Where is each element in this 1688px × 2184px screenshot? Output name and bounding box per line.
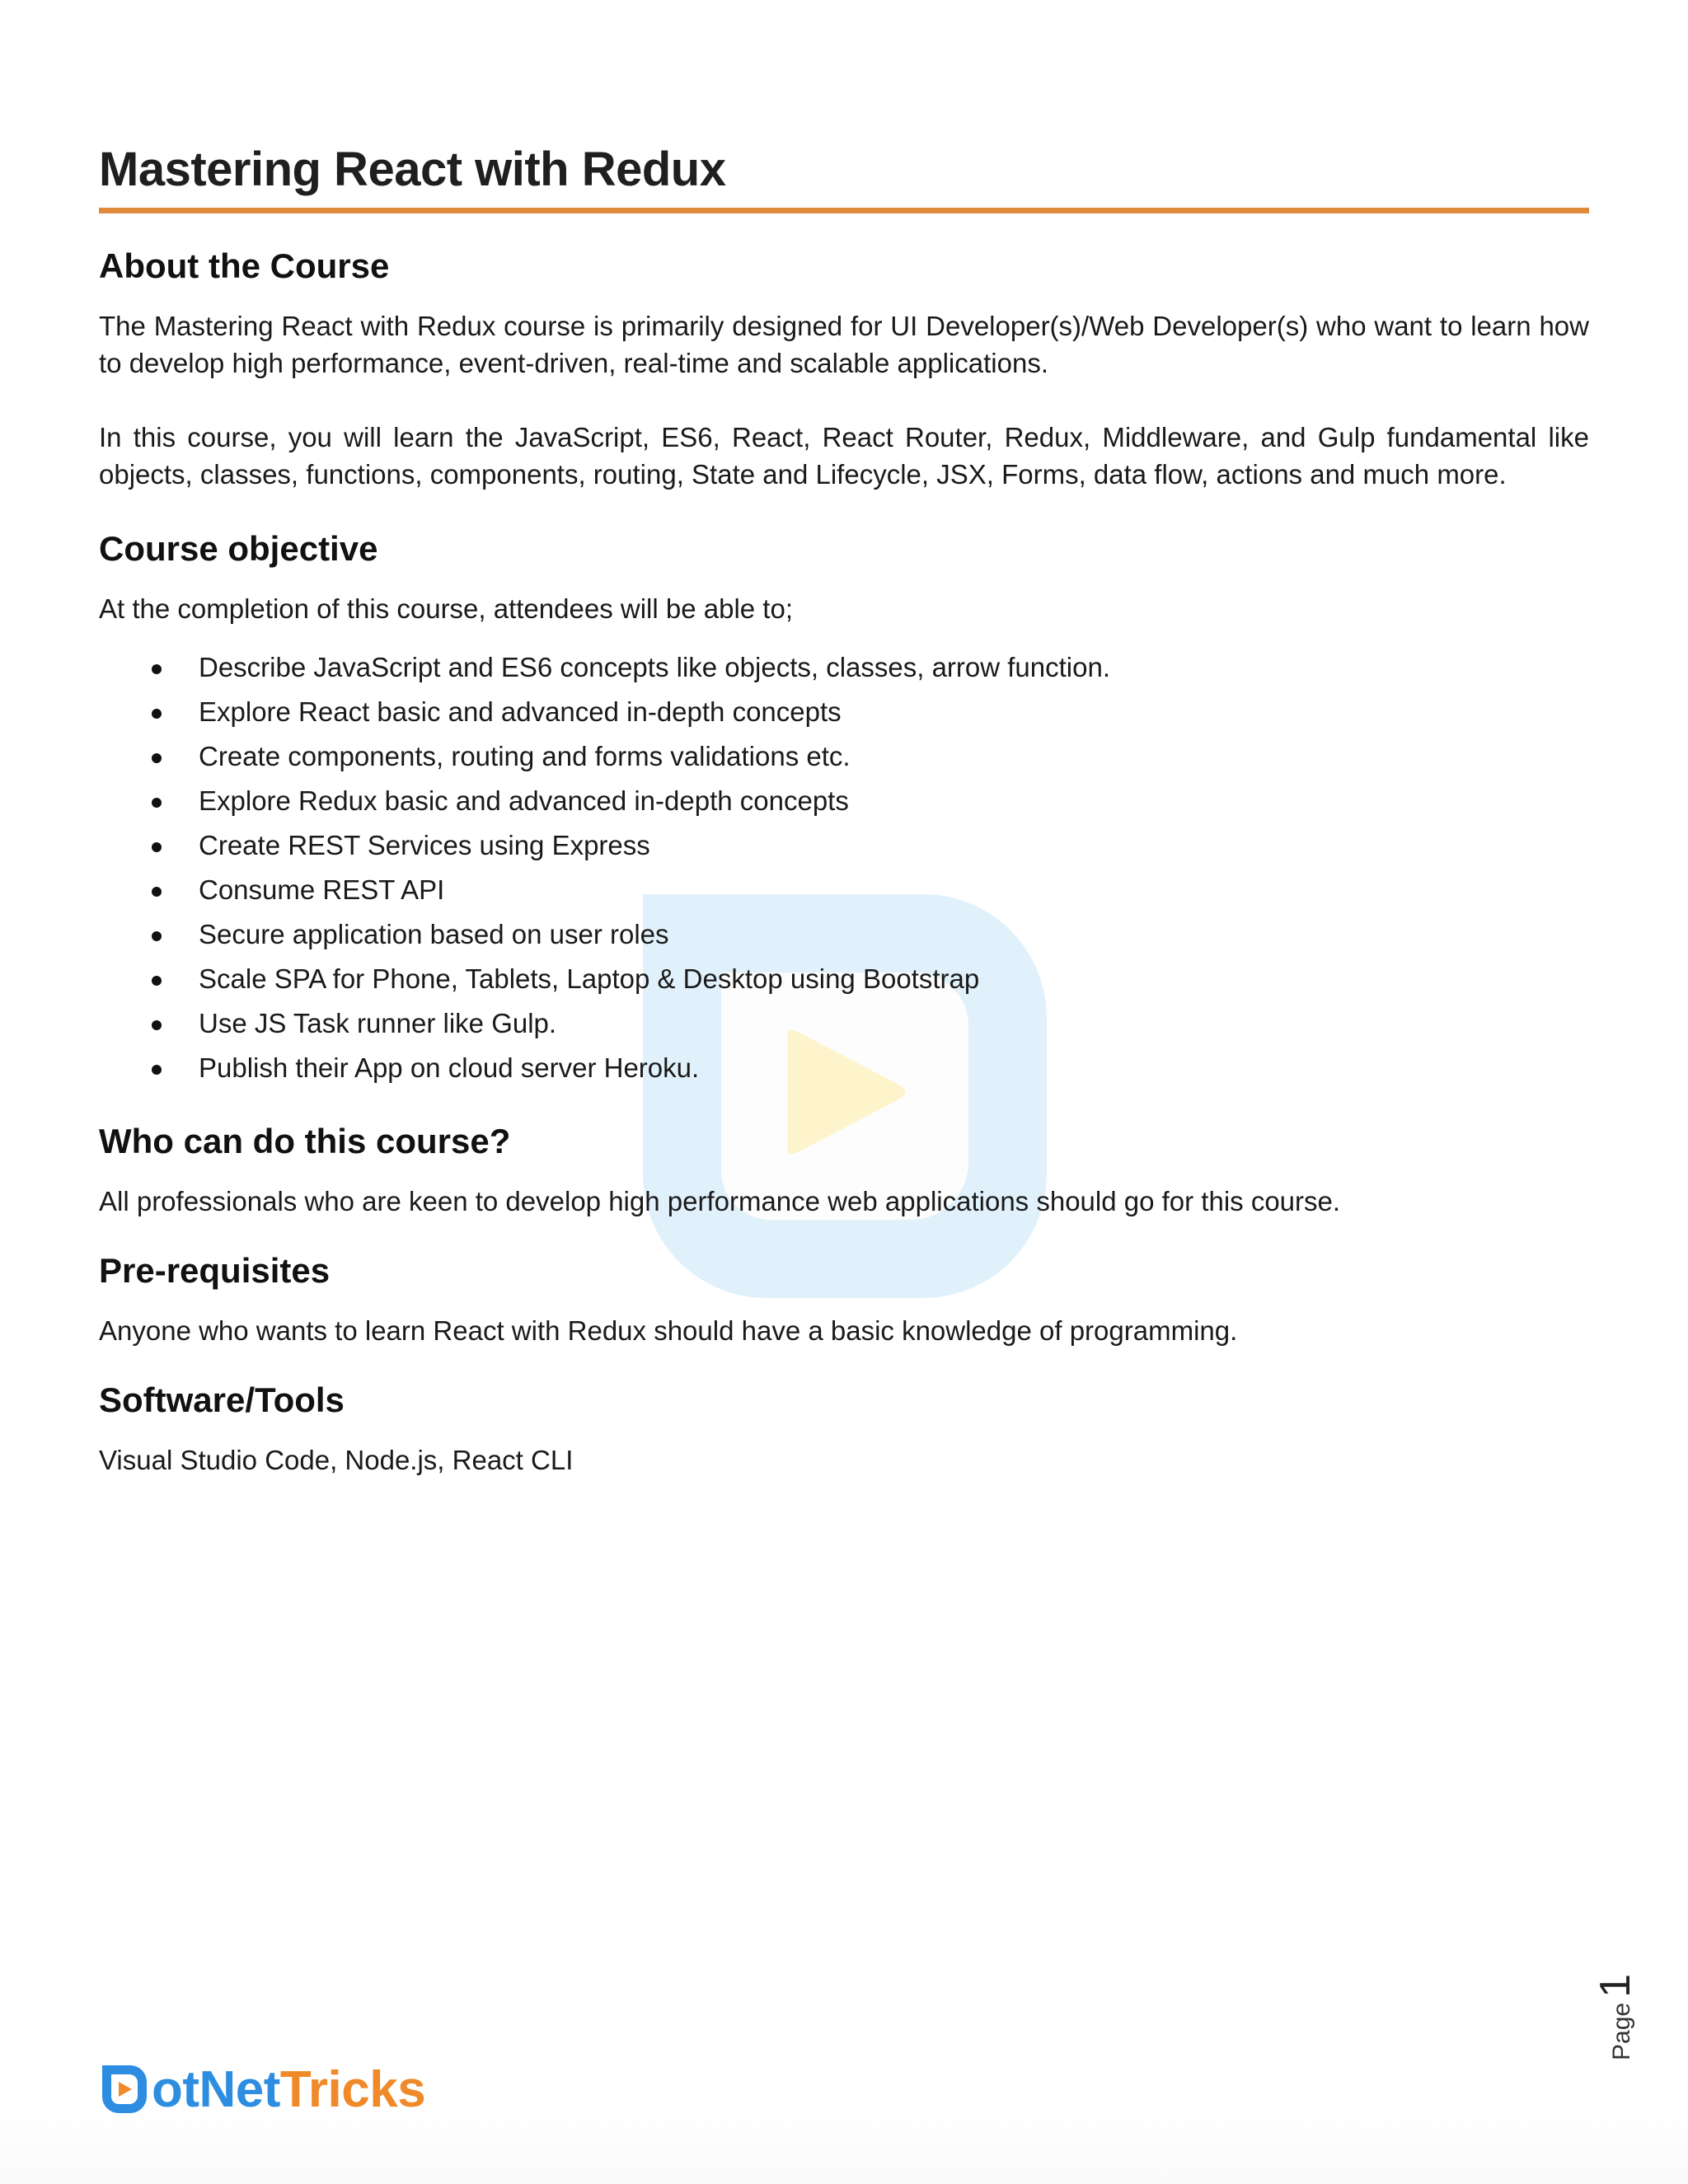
prerequisites-section: [99, 1248, 1589, 1349]
bullet-icon: [152, 1020, 162, 1030]
software-text: Visual Studio Code, Node.js, React CLI: [99, 1445, 574, 1475]
page-number-label: [1591, 1974, 1640, 2060]
bullet-icon: [152, 709, 162, 719]
about-heading: About the Course: [99, 246, 390, 285]
objective-list: [99, 645, 1589, 1090]
objective-intro: At the completion of this course, attendees will be able to;: [99, 593, 793, 624]
bullet-icon: [152, 976, 162, 986]
who-section: [99, 1118, 1589, 1220]
objective-section: [99, 526, 1589, 1090]
list-item: [99, 690, 1589, 734]
list-item-text: Secure application based on user roles: [199, 919, 669, 949]
list-item: [99, 734, 1589, 779]
about-paragraph-2: In this course, you will learn the JavaScript, ES6, React, React Router, Redux, Middleware, and Gulp fundamental like objects, classes, functions, components, routing, State and Lifecycle, JSX, Forms, data flow, actions and much more.: [99, 422, 1589, 490]
bullet-icon: [152, 842, 162, 852]
page-number: 1: [1592, 1974, 1639, 1998]
dotnettricks-logo: [99, 2060, 425, 2118]
prerequisites-text: Anyone who wants to learn React with Redux should have a basic knowledge of programming.: [99, 1315, 1238, 1346]
bullet-icon: [152, 798, 162, 808]
list-item-text: Explore React basic and advanced in-depth concepts: [199, 696, 842, 727]
list-item-text: Scale SPA for Phone, Tablets, Laptop & Desktop using Bootstrap: [199, 963, 980, 994]
d-play-logo-icon: [99, 2062, 150, 2116]
bullet-icon: [152, 664, 162, 674]
software-heading: Software/Tools: [99, 1380, 345, 1419]
logo-text-tricks: Tricks: [279, 2060, 426, 2118]
list-item-text: Create components, routing and forms validations etc.: [199, 741, 851, 771]
list-item-text: Describe JavaScript and ES6 concepts like objects, classes, arrow function.: [199, 652, 1111, 682]
page-word: Page: [1608, 2002, 1635, 2060]
about-section: [99, 243, 1589, 493]
about-paragraph-1: The Mastering React with Redux course is primarily designed for UI Developer(s)/Web Developer(s) who want to learn how to develop high performance, event-driven, real-time and scalable applications.: [99, 311, 1589, 378]
list-item-text: Use JS Task runner like Gulp.: [199, 1008, 557, 1038]
logo-text-dotnet: otNet: [152, 2060, 280, 2118]
list-item: [99, 645, 1589, 690]
bullet-icon: [152, 931, 162, 941]
list-item: [99, 868, 1589, 912]
bullet-icon: [152, 753, 162, 763]
list-item: [99, 912, 1589, 957]
list-item: [99, 823, 1589, 868]
software-section: [99, 1377, 1589, 1479]
list-item-text: Publish their App on cloud server Heroku.: [199, 1052, 700, 1083]
who-text: All professionals who are keen to develop high performance web applications should go for this course.: [99, 1186, 1341, 1216]
list-item: [99, 1046, 1589, 1090]
list-item: [99, 957, 1589, 1001]
objective-heading: Course objective: [99, 529, 378, 568]
who-heading: Who can do this course?: [99, 1122, 511, 1160]
bullet-icon: [152, 1065, 162, 1075]
list-item-text: Consume REST API: [199, 874, 445, 905]
list-item-text: Create REST Services using Express: [199, 830, 650, 860]
document-title: Mastering React with Redux: [99, 143, 726, 196]
title-underline: [99, 208, 1589, 213]
document-content: [99, 124, 1589, 1479]
list-item-text: Explore Redux basic and advanced in-depth concepts: [199, 785, 849, 816]
bullet-icon: [152, 887, 162, 897]
prerequisites-heading: Pre-requisites: [99, 1251, 331, 1290]
list-item: [99, 1001, 1589, 1046]
list-item: [99, 779, 1589, 823]
